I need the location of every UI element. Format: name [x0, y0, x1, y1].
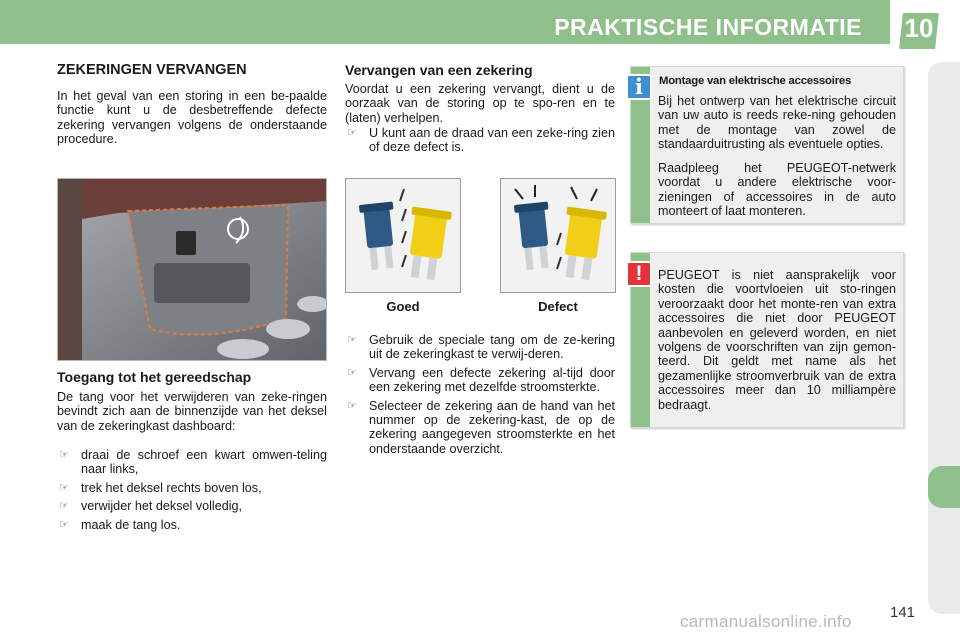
info-box-paragraph-2: Raadpleeg het PEUGEOT-netwerk voordat u andere elektrische voor-zieningen of accessoires in de auto monteert of laat monteren. [658, 161, 896, 219]
list-item: ☞ verwijder het deksel volledig, [59, 499, 243, 514]
fuse-defect-drawing [501, 179, 615, 292]
info-box-paragraph-1: Bij het ontwerp van het elektrische circuit van uw auto is reeds reke-ning gehouden met de montage van zowel de standaarduitrusting als eventuele opties. [658, 94, 896, 152]
info-icon: i [626, 74, 652, 100]
fuse-good-illustration [345, 178, 461, 293]
dashboard-photo-illustration [58, 179, 327, 361]
tools-steps-list [57, 448, 327, 536]
list-item: ☞ U kunt aan de draad van een zeke-ring zien of deze defect is. [347, 126, 615, 155]
pointing-hand-icon: ☞ [59, 518, 69, 531]
page-number: 141 [890, 604, 916, 621]
pointing-hand-icon: ☞ [347, 127, 357, 139]
list-item: ☞ Selecteer de zekering aan de hand van het nummer op de zekering-kast, de op de zekering aangegeven stroomsterkte en het onderstaande overzicht. [347, 398, 615, 456]
side-tab-strip [928, 62, 960, 614]
list-item: ☞ maak de tang los. [59, 517, 181, 532]
dashboard-fusebox-photo [57, 178, 327, 361]
pointing-hand-icon: ☞ [59, 449, 69, 461]
intro-paragraph: In het geval van een storing in een be-paalde functie kunt u de desbetreffende defecte zekering vervangen volgens de onderstaande procedure. [57, 89, 327, 147]
fuse-good-drawing [346, 179, 460, 292]
section-title-tools: Toegang tot het gereedschap [57, 369, 252, 385]
watermark: carmanualsonline.info [680, 612, 852, 631]
side-tab-active[interactable] [928, 466, 960, 508]
pointing-hand-icon: ☞ [347, 399, 357, 412]
page-title: PRAKTISCHE INFORMATIE [554, 14, 862, 40]
list-item: ☞ trek het deksel rechts boven los, [59, 480, 262, 495]
list-item: ☞ Vervang een defecte zekering al-tijd door een zekering met dezelfde stroomsterkte. [347, 365, 615, 395]
pointing-hand-icon: ☞ [59, 481, 69, 494]
pointing-hand-icon: ☞ [347, 334, 357, 346]
fuse-good-label: Goed [386, 299, 420, 314]
fuse-defect-label: Defect [538, 299, 578, 314]
chapter-number: 10 [904, 13, 934, 43]
section-title-replace: Vervangen van een zekering [345, 62, 533, 78]
section-title-fuses: ZEKERINGEN VERVANGEN [57, 62, 247, 78]
replace-steps-list [345, 333, 615, 460]
info-box-title: Montage van elektrische accessoires [659, 75, 852, 87]
tools-paragraph: De tang voor het verwijderen van zeke-ringen bevindt zich aan de binnenzijde van het deksel van de zekeringkast dashboard: [57, 390, 327, 433]
replace-intro-list [345, 126, 615, 159]
warning-box-paragraph: PEUGEOT is niet aansprakelijk voor kosten die voortvloeien uit sto-ringen veroorzaakt door het monte-ren van extra accessoires die niet door PEUGEOT aanbevolen en geleverd worden, en niet volgens de voorschriften van zijn gemon-teerd. Dit geldt met name als het gezamenlijke stroomverbruik van de extra accessoires meer dan 10 milliampère bedraagt. [658, 268, 896, 412]
fuse-defect-illustration [500, 178, 616, 293]
warning-icon: ! [626, 261, 652, 287]
list-item: ☞ draai de schroef een kwart omwen-teling naar links, [59, 448, 327, 477]
replace-intro-paragraph: Voordat u een zekering vervangt, dient u de oorzaak van de storing op te spo-ren en te (laten) verhelpen. [345, 82, 615, 125]
list-item: ☞ Gebruik de speciale tang om de ze-kering uit de zekeringkast te verwij-deren. [347, 333, 615, 362]
pointing-hand-icon: ☞ [59, 500, 69, 513]
pointing-hand-icon: ☞ [347, 366, 357, 379]
